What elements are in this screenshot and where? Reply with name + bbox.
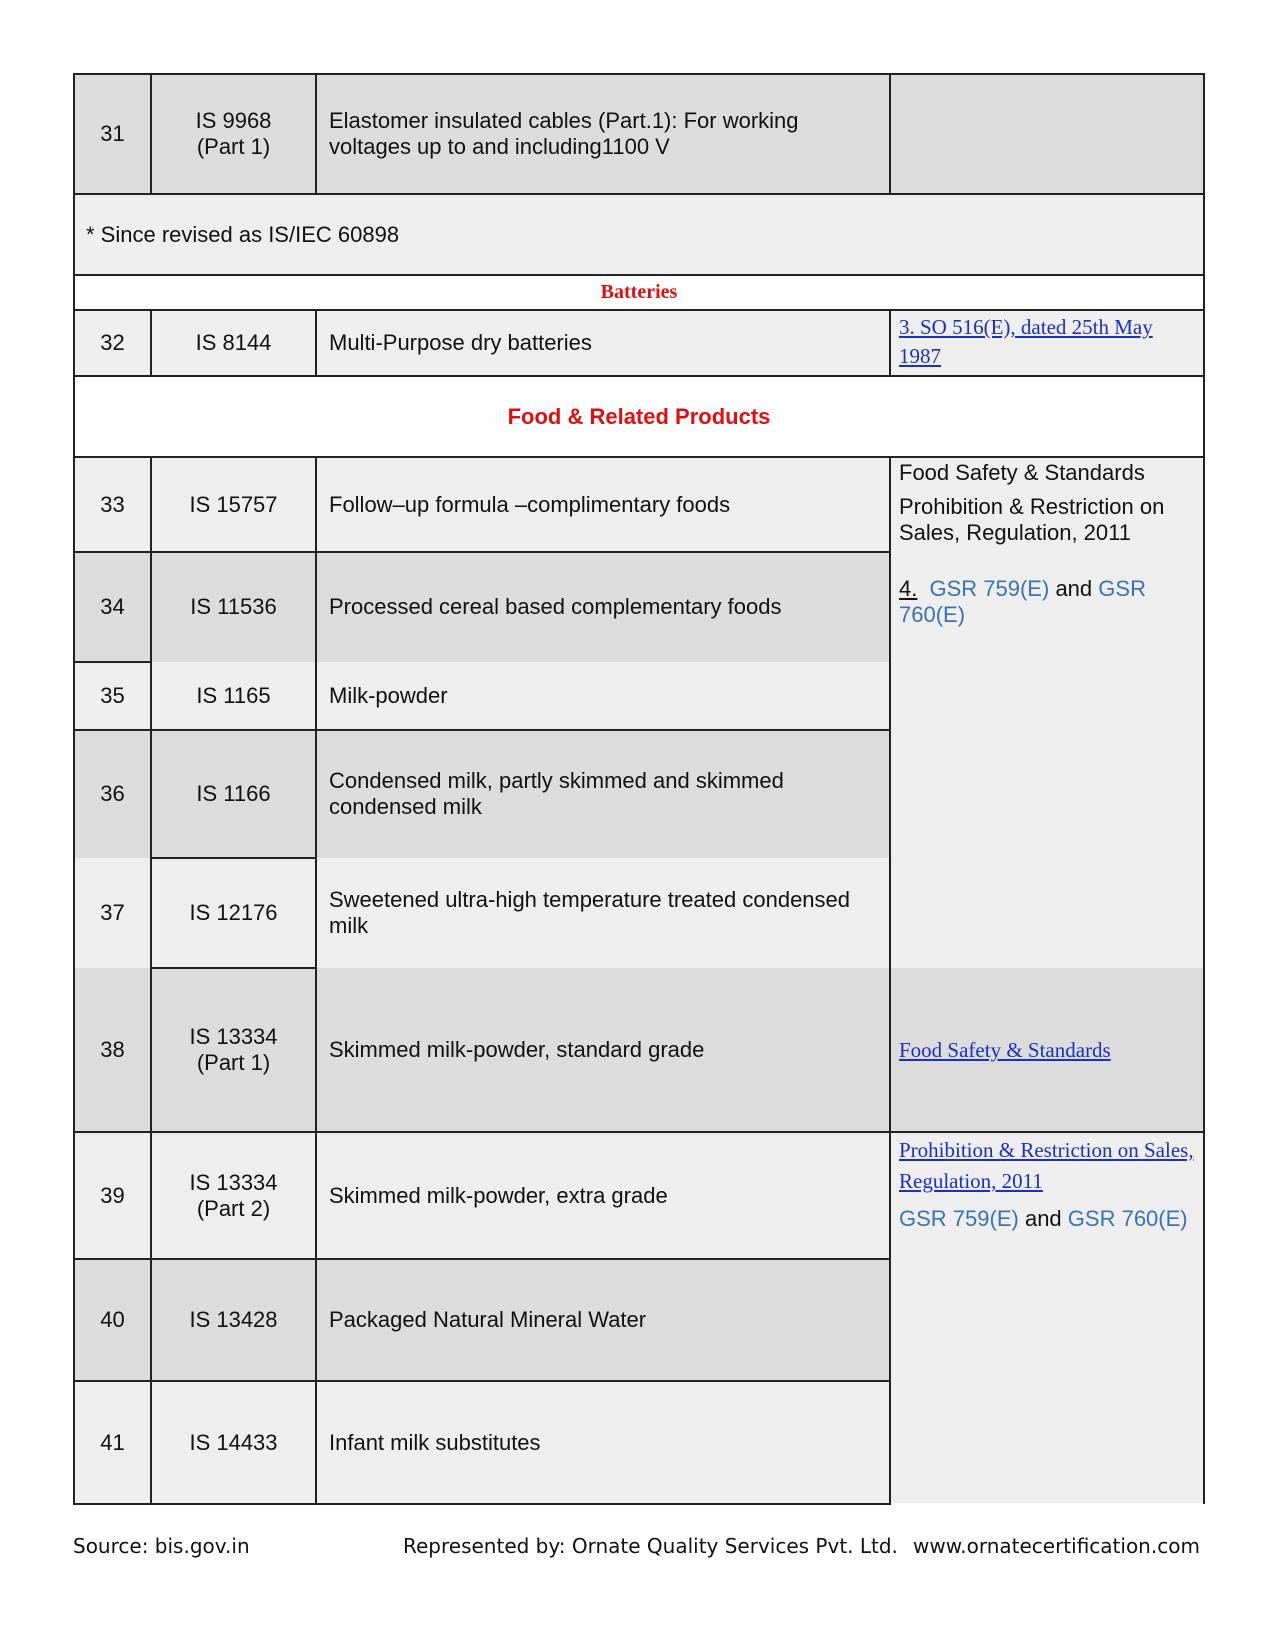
row-35-standard: IS 1165	[196, 683, 271, 708]
row-41-standard: IS 14433	[189, 1429, 278, 1455]
row-39-number: 39	[100, 1182, 125, 1208]
footer-website[interactable]: www.ornatecertification.com	[913, 1534, 1200, 1558]
row-40-number: 40	[100, 1307, 125, 1332]
food-regulation-reference	[899, 460, 1199, 628]
gsr-reference-2	[899, 1206, 1199, 1232]
row-31-description: Elastomer insulated cables (Part.1): For working voltages up to and including1100 V	[329, 108, 799, 159]
row-37-number: 37	[100, 900, 125, 925]
row-34-description: Processed cereal based complementary foods	[329, 594, 782, 619]
list-number: 4.	[899, 576, 918, 601]
and-text-2: and	[1024, 1206, 1062, 1231]
row-36-number: 36	[100, 781, 125, 806]
food-safety-link-cell[interactable]	[899, 969, 1199, 1131]
row-38-standard: IS 13334 (Part 1)	[189, 1024, 278, 1075]
row-33-description: Follow–up formula –complimentary foods	[329, 491, 731, 517]
row-35-number: 35	[100, 683, 125, 708]
and-text: and	[1055, 576, 1093, 601]
row-34-standard: IS 11536	[190, 594, 277, 619]
row-41-description: Infant milk substitutes	[329, 1429, 541, 1455]
row-40-description: Packaged Natural Mineral Water	[329, 1307, 647, 1332]
batteries-notification-link[interactable]	[899, 314, 1199, 374]
link-gsr-759[interactable]: GSR 759(E)	[929, 576, 1050, 601]
gsr-reference	[899, 576, 1199, 628]
link-gsr-759-2[interactable]: GSR 759(E)	[899, 1206, 1019, 1231]
section-heading-batteries: Batteries	[600, 281, 678, 303]
link-food-safety-standards[interactable]: Food Safety & Standards	[899, 1037, 1111, 1062]
row-33-standard: IS 15757	[189, 491, 278, 517]
row-34-number: 34	[100, 594, 125, 619]
row-31-number: 31	[100, 121, 125, 146]
row-39-standard: IS 13334 (Part 2)	[189, 1169, 278, 1221]
link-gsr-760[interactable]: GSR 760(E)	[899, 576, 1146, 627]
row-40-standard: IS 13428	[189, 1307, 278, 1332]
footer-source: Source: bis.gov.in	[73, 1534, 250, 1558]
row-35-description: Milk-powder	[329, 683, 448, 708]
link-prohibition-restriction[interactable]: Prohibition & Restriction on Sales, Regulation, 2011	[899, 1138, 1194, 1193]
row-41-number: 41	[100, 1429, 125, 1455]
row-37-standard: IS 12176	[189, 900, 278, 925]
row-32-description: Multi-Purpose dry batteries	[329, 330, 592, 355]
row-32-standard: IS 8144	[195, 330, 272, 355]
row-38-description: Skimmed milk-powder, standard grade	[329, 1037, 705, 1062]
row-32-number: 32	[100, 330, 125, 355]
footer-represented-by: Represented by: Ornate Quality Services Pvt. Ltd.	[403, 1534, 898, 1558]
row-31-standard: IS 9968 (Part 1)	[195, 108, 272, 159]
row-36-description: Condensed milk, partly skimmed and skimmed condensed milk	[329, 768, 784, 819]
food-safety-title: Food Safety & Standards	[899, 460, 1145, 485]
row-36-standard: IS 1166	[196, 781, 271, 806]
prohibition-title: Prohibition & Restriction on Sales, Regulation, 2011	[899, 494, 1165, 545]
row-37-description: Sweetened ultra-high temperature treated condensed milk	[329, 887, 851, 938]
link-gsr-760-2[interactable]: GSR 760(E)	[1067, 1206, 1188, 1231]
link-so-516[interactable]: 3. SO 516(E), dated 25th May 1987	[899, 315, 1153, 368]
row-33-number: 33	[100, 491, 125, 517]
prohibition-reference	[899, 1136, 1199, 1232]
row-38-number: 38	[100, 1037, 125, 1062]
section-heading-food: Food & Related Products	[507, 403, 771, 429]
row-39-description: Skimmed milk-powder, extra grade	[329, 1182, 668, 1208]
revision-note: * Since revised as IS/IEC 60898	[86, 221, 400, 247]
